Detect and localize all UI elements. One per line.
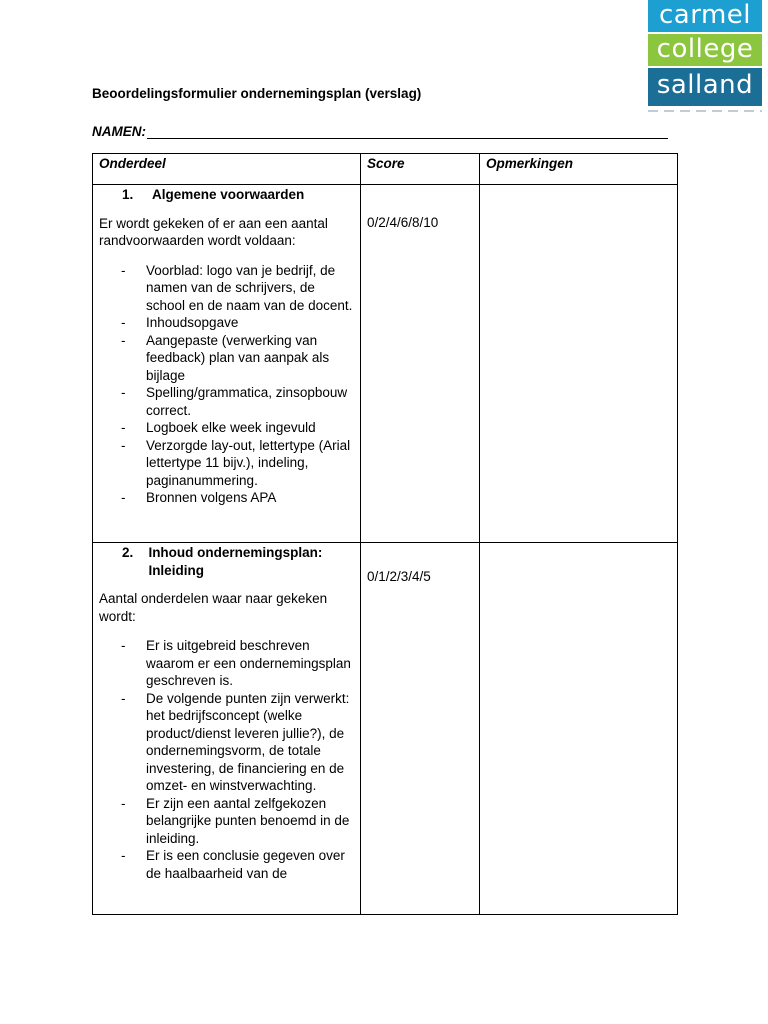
header-onderdeel: Onderdeel — [93, 154, 361, 185]
list-item: - Spelling/grammatica, zinsopbouw correct. — [121, 385, 348, 418]
assessment-table — [92, 153, 678, 915]
list-item: - De volgende punten zijn verwerkt: het bedrijfsconcept (welke product/dienst leveren jullie?), de ondernemingsvorm, de totale investering, de financiering en de omzet- en winstverwachting. — [121, 690, 350, 793]
header-opmerkingen: Opmerkingen — [480, 154, 678, 185]
logo-text-salland: salland — [648, 68, 762, 106]
document-title: Beoordelingsformulier ondernemingsplan (verslag) — [92, 86, 422, 101]
table-row-section-1 — [93, 185, 678, 543]
logo-text-college: college — [648, 34, 762, 66]
section-2-remarks-cell[interactable] — [480, 543, 678, 915]
list-item: - Verzorgde lay-out, lettertype (Arial lettertype 11 bijv.), indeling, paginanummering. — [121, 437, 351, 488]
section-1-remarks-cell[interactable] — [480, 185, 678, 543]
list-item: - Bronnen volgens APA — [121, 490, 277, 505]
list-item: - Voorblad: logo van je bedrijf, de namen van de schrijvers, de school en de naam van de docent. — [121, 262, 353, 313]
section-1-score-cell[interactable] — [361, 185, 480, 543]
section-2-content — [93, 543, 361, 915]
list-item: - Logboek elke week ingevuld — [121, 420, 316, 435]
section-2-number: 2. — [122, 545, 134, 560]
section-2-score: 0/1/2/3/4/5 — [367, 569, 431, 584]
section-1-content — [93, 185, 361, 543]
section-1-list — [99, 262, 354, 507]
section-2-title: Inhoud ondernemingsplan: Inleiding — [148, 545, 323, 578]
section-1-title: Algemene voorwaarden — [152, 187, 305, 202]
section-2-heading — [122, 543, 354, 579]
section-2-list — [99, 637, 354, 882]
list-item: - Er zijn een aantal zelfgekozen belangrijke punten benoemd in de inleiding. — [121, 795, 350, 846]
header-score: Score — [361, 154, 480, 185]
logo-dashed-line — [648, 110, 762, 112]
table-header-row — [93, 154, 678, 185]
list-item: - Er is een conclusie gegeven over de haalbaarheid van de — [121, 848, 345, 881]
section-1-number: 1. — [122, 187, 134, 202]
logo-text-carmel: carmel — [648, 0, 762, 32]
school-logo — [648, 0, 762, 118]
section-2-intro: Aantal onderdelen waar naar gekeken wordt: — [99, 591, 328, 624]
section-1-intro: Er wordt gekeken of er aan een aantal randvoorwaarden wordt voldaan: — [99, 215, 328, 248]
list-item: - Er is uitgebreid beschreven waarom er een ondernemingsplan geschreven is. — [121, 638, 351, 688]
section-1-score: 0/2/4/6/8/10 — [367, 215, 439, 230]
table-row-section-2 — [93, 543, 678, 915]
names-label: NAMEN: — [92, 124, 146, 139]
section-1-heading — [122, 185, 354, 204]
list-item: - Inhoudsopgave — [121, 315, 239, 330]
names-field — [92, 124, 668, 139]
names-fill-line[interactable] — [147, 126, 668, 139]
section-2-score-cell[interactable] — [361, 543, 480, 915]
list-item: - Aangepaste (verwerking van feedback) plan van aanpak als bijlage — [121, 332, 330, 383]
